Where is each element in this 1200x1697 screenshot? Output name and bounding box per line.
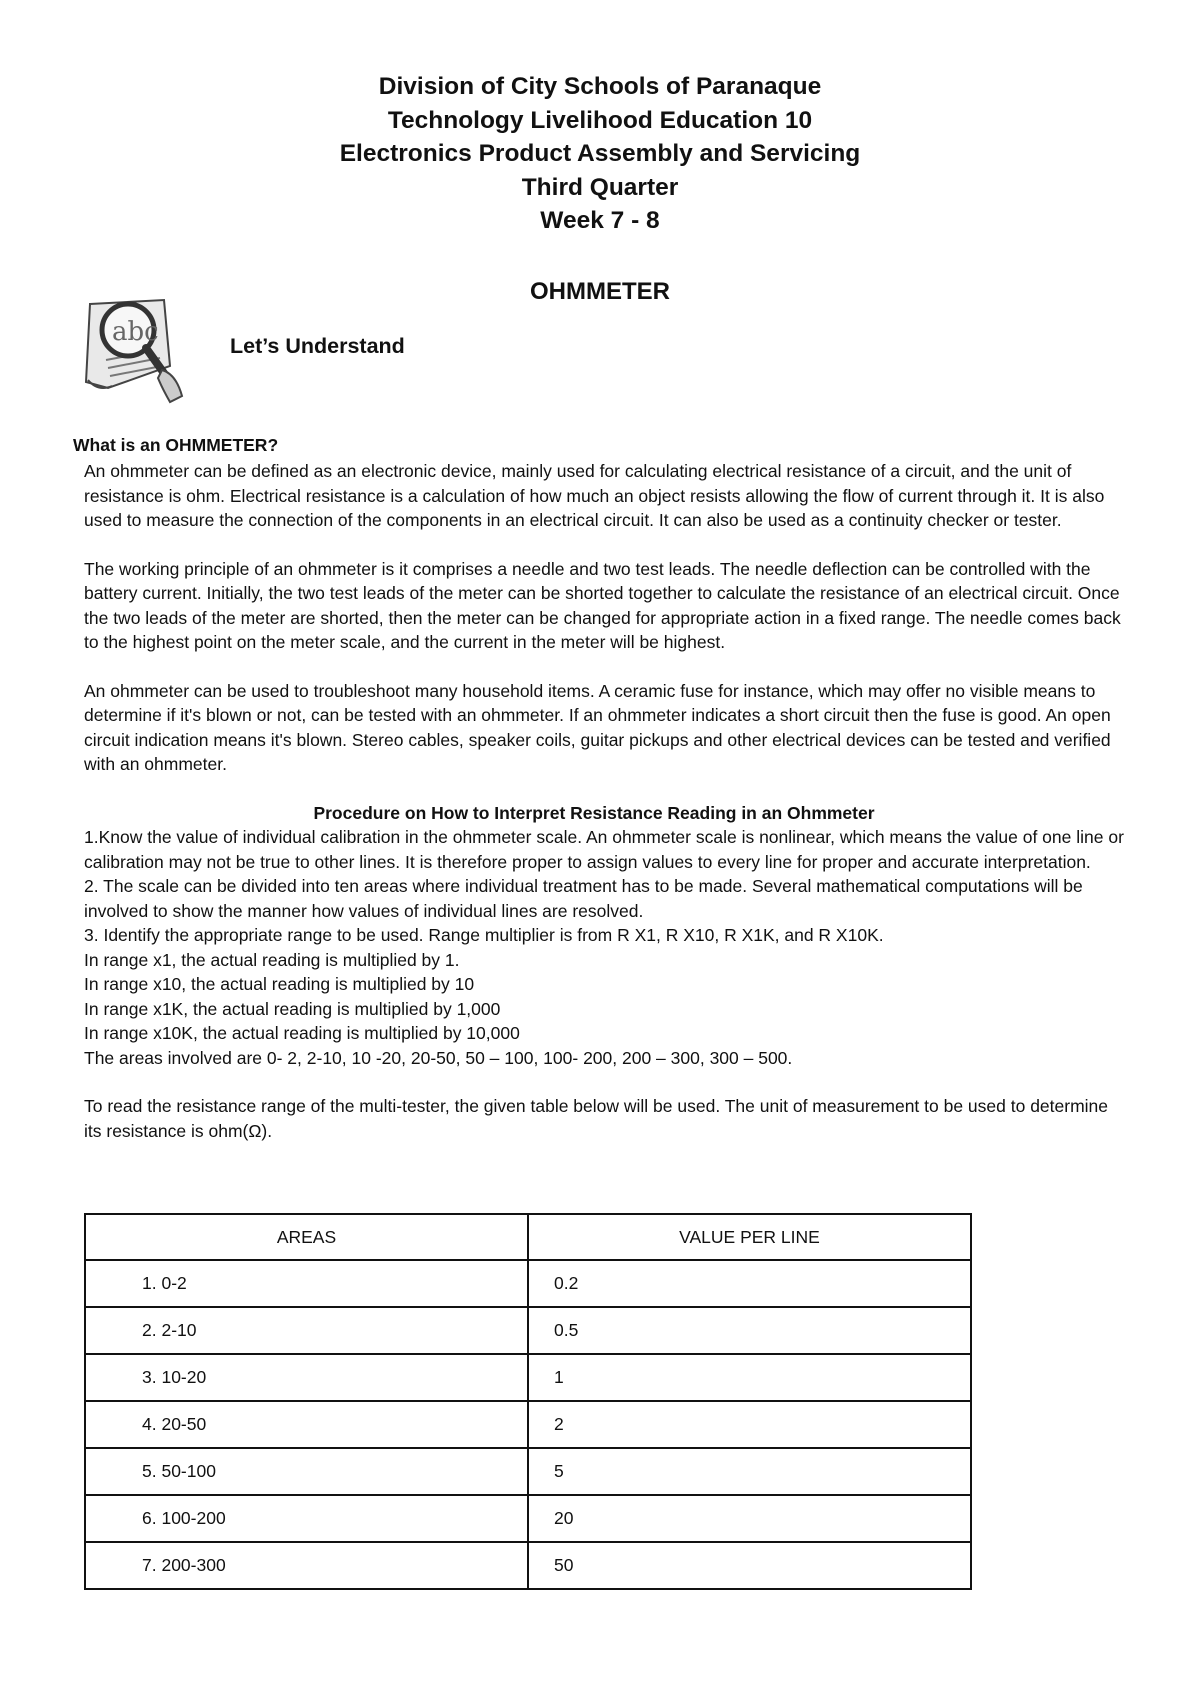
topic-title: OHMMETER	[530, 278, 670, 305]
value-cell: 1	[528, 1354, 971, 1401]
procedure-step-2: 2. The scale can be divided into ten areas where individual treatment has to be made. Several mathematical computations will be involved to show the manner how values of individual lines are resolved.	[84, 876, 1083, 921]
procedure-title: Procedure on How to Interpret Resistance Reading in an Ohmmeter	[313, 802, 875, 823]
header-course: Electronics Product Assembly and Servicing	[339, 140, 861, 167]
paragraph-definition: An ohmmeter can be defined as an electronic device, mainly used for calculating electrical resistance of a circuit, and the unit of resistance is ohm. Electrical resistance is a calculation of how much an object resists allowing the flow of current through it. It is also used to measure the connection of the components in an electrical circuit. It can also be used as a continuity checker or tester.	[84, 461, 1105, 530]
value-cell: 20	[528, 1495, 971, 1542]
table-row	[85, 1401, 971, 1448]
range-x10-note: In range x10, the actual reading is multiplied by 10	[84, 974, 475, 994]
question-heading: What is an OHMMETER?	[73, 435, 279, 455]
area-cell: 2. 2-10	[85, 1307, 528, 1354]
document-header	[0, 70, 1200, 238]
header-division: Division of City Schools of Paranaque	[378, 73, 822, 100]
table-row	[85, 1448, 971, 1495]
range-x1k-note: In range x1K, the actual reading is multiplied by 1,000	[84, 998, 501, 1019]
area-cell: 1. 0-2	[85, 1260, 528, 1307]
table-intro: To read the resistance range of the multi-tester, the given table below will be used. The unit of measurement to be used to determine its resistance is ohm(Ω).	[84, 1096, 1109, 1141]
svg-text:abc: abc	[112, 317, 159, 347]
section-label: Let’s Understand	[230, 334, 405, 358]
table-header-row	[85, 1214, 971, 1260]
paragraph-working-principle: The working principle of an ohmmeter is it comprises a needle and two test leads. The needle deflection can be controlled with the battery current. Initially, the two test leads of the meter can be shorted together to calculate the resistance of an electrical circuit. Once the two leads of the meter are shorted, then the meter can be changed for appropriate action in a fixed range. The needle comes back to the highest point on the meter scale, and the current in the meter will be highest.	[84, 558, 1121, 652]
procedure-step-3: 3. Identify the appropriate range to be used. Range multiplier is from R X1, R X10, R X1K, and R X10K.	[84, 925, 884, 945]
header-quarter: Third Quarter	[521, 173, 679, 201]
value-cell: 0.2	[528, 1260, 971, 1307]
value-cell: 2	[528, 1401, 971, 1448]
header-week: Week 7 - 8	[540, 207, 660, 234]
table-row	[85, 1495, 971, 1542]
column-header-areas: AREAS	[85, 1214, 528, 1260]
areas-involved-note: The areas involved are 0- 2, 2-10, 10 -20, 20-50, 50 – 100, 100- 200, 200 – 300, 300 – 500.	[84, 1047, 793, 1068]
procedure-step-1: 1.Know the value of individual calibration in the ohmmeter scale. An ohmmeter scale is nonlinear, which means the value of one line or calibration may not be true to other lines. It is therefore proper to assign values to every line for proper and accurate interpretation.	[84, 827, 1124, 872]
range-x1-note: In range x1, the actual reading is multiplied by 1.	[84, 949, 460, 970]
value-cell: 0.5	[528, 1307, 971, 1354]
area-cell: 4. 20-50	[85, 1401, 528, 1448]
table-row	[85, 1542, 971, 1589]
value-per-line-table	[84, 1213, 972, 1590]
table-row	[85, 1307, 971, 1354]
area-cell: 6. 100-200	[85, 1495, 528, 1542]
column-header-value: VALUE PER LINE	[528, 1214, 971, 1260]
table-row	[85, 1260, 971, 1307]
range-x10k-note: In range x10K, the actual reading is multiplied by 10,000	[84, 1023, 520, 1043]
area-cell: 7. 200-300	[85, 1542, 528, 1589]
magnifier-on-paper-icon	[78, 296, 202, 408]
document-body	[84, 459, 1124, 1143]
value-cell: 5	[528, 1448, 971, 1495]
area-cell: 5. 50-100	[85, 1448, 528, 1495]
paragraph-troubleshooting: An ohmmeter can be used to troubleshoot many household items. A ceramic fuse for instance, which may offer no visible means to determine if it's blown or not, can be tested with an ohmmeter. If an ohmmeter indicates a short circuit then the fuse is good. An open circuit indication means it's blown. Stereo cables, speaker coils, guitar pickups and other electrical devices can be tested and verified with an ohmmeter.	[84, 680, 1111, 774]
area-cell: 3. 10-20	[85, 1354, 528, 1401]
table-row	[85, 1354, 971, 1401]
header-subject: Technology Livelihood Education 10	[387, 106, 813, 134]
value-cell: 50	[528, 1542, 971, 1589]
